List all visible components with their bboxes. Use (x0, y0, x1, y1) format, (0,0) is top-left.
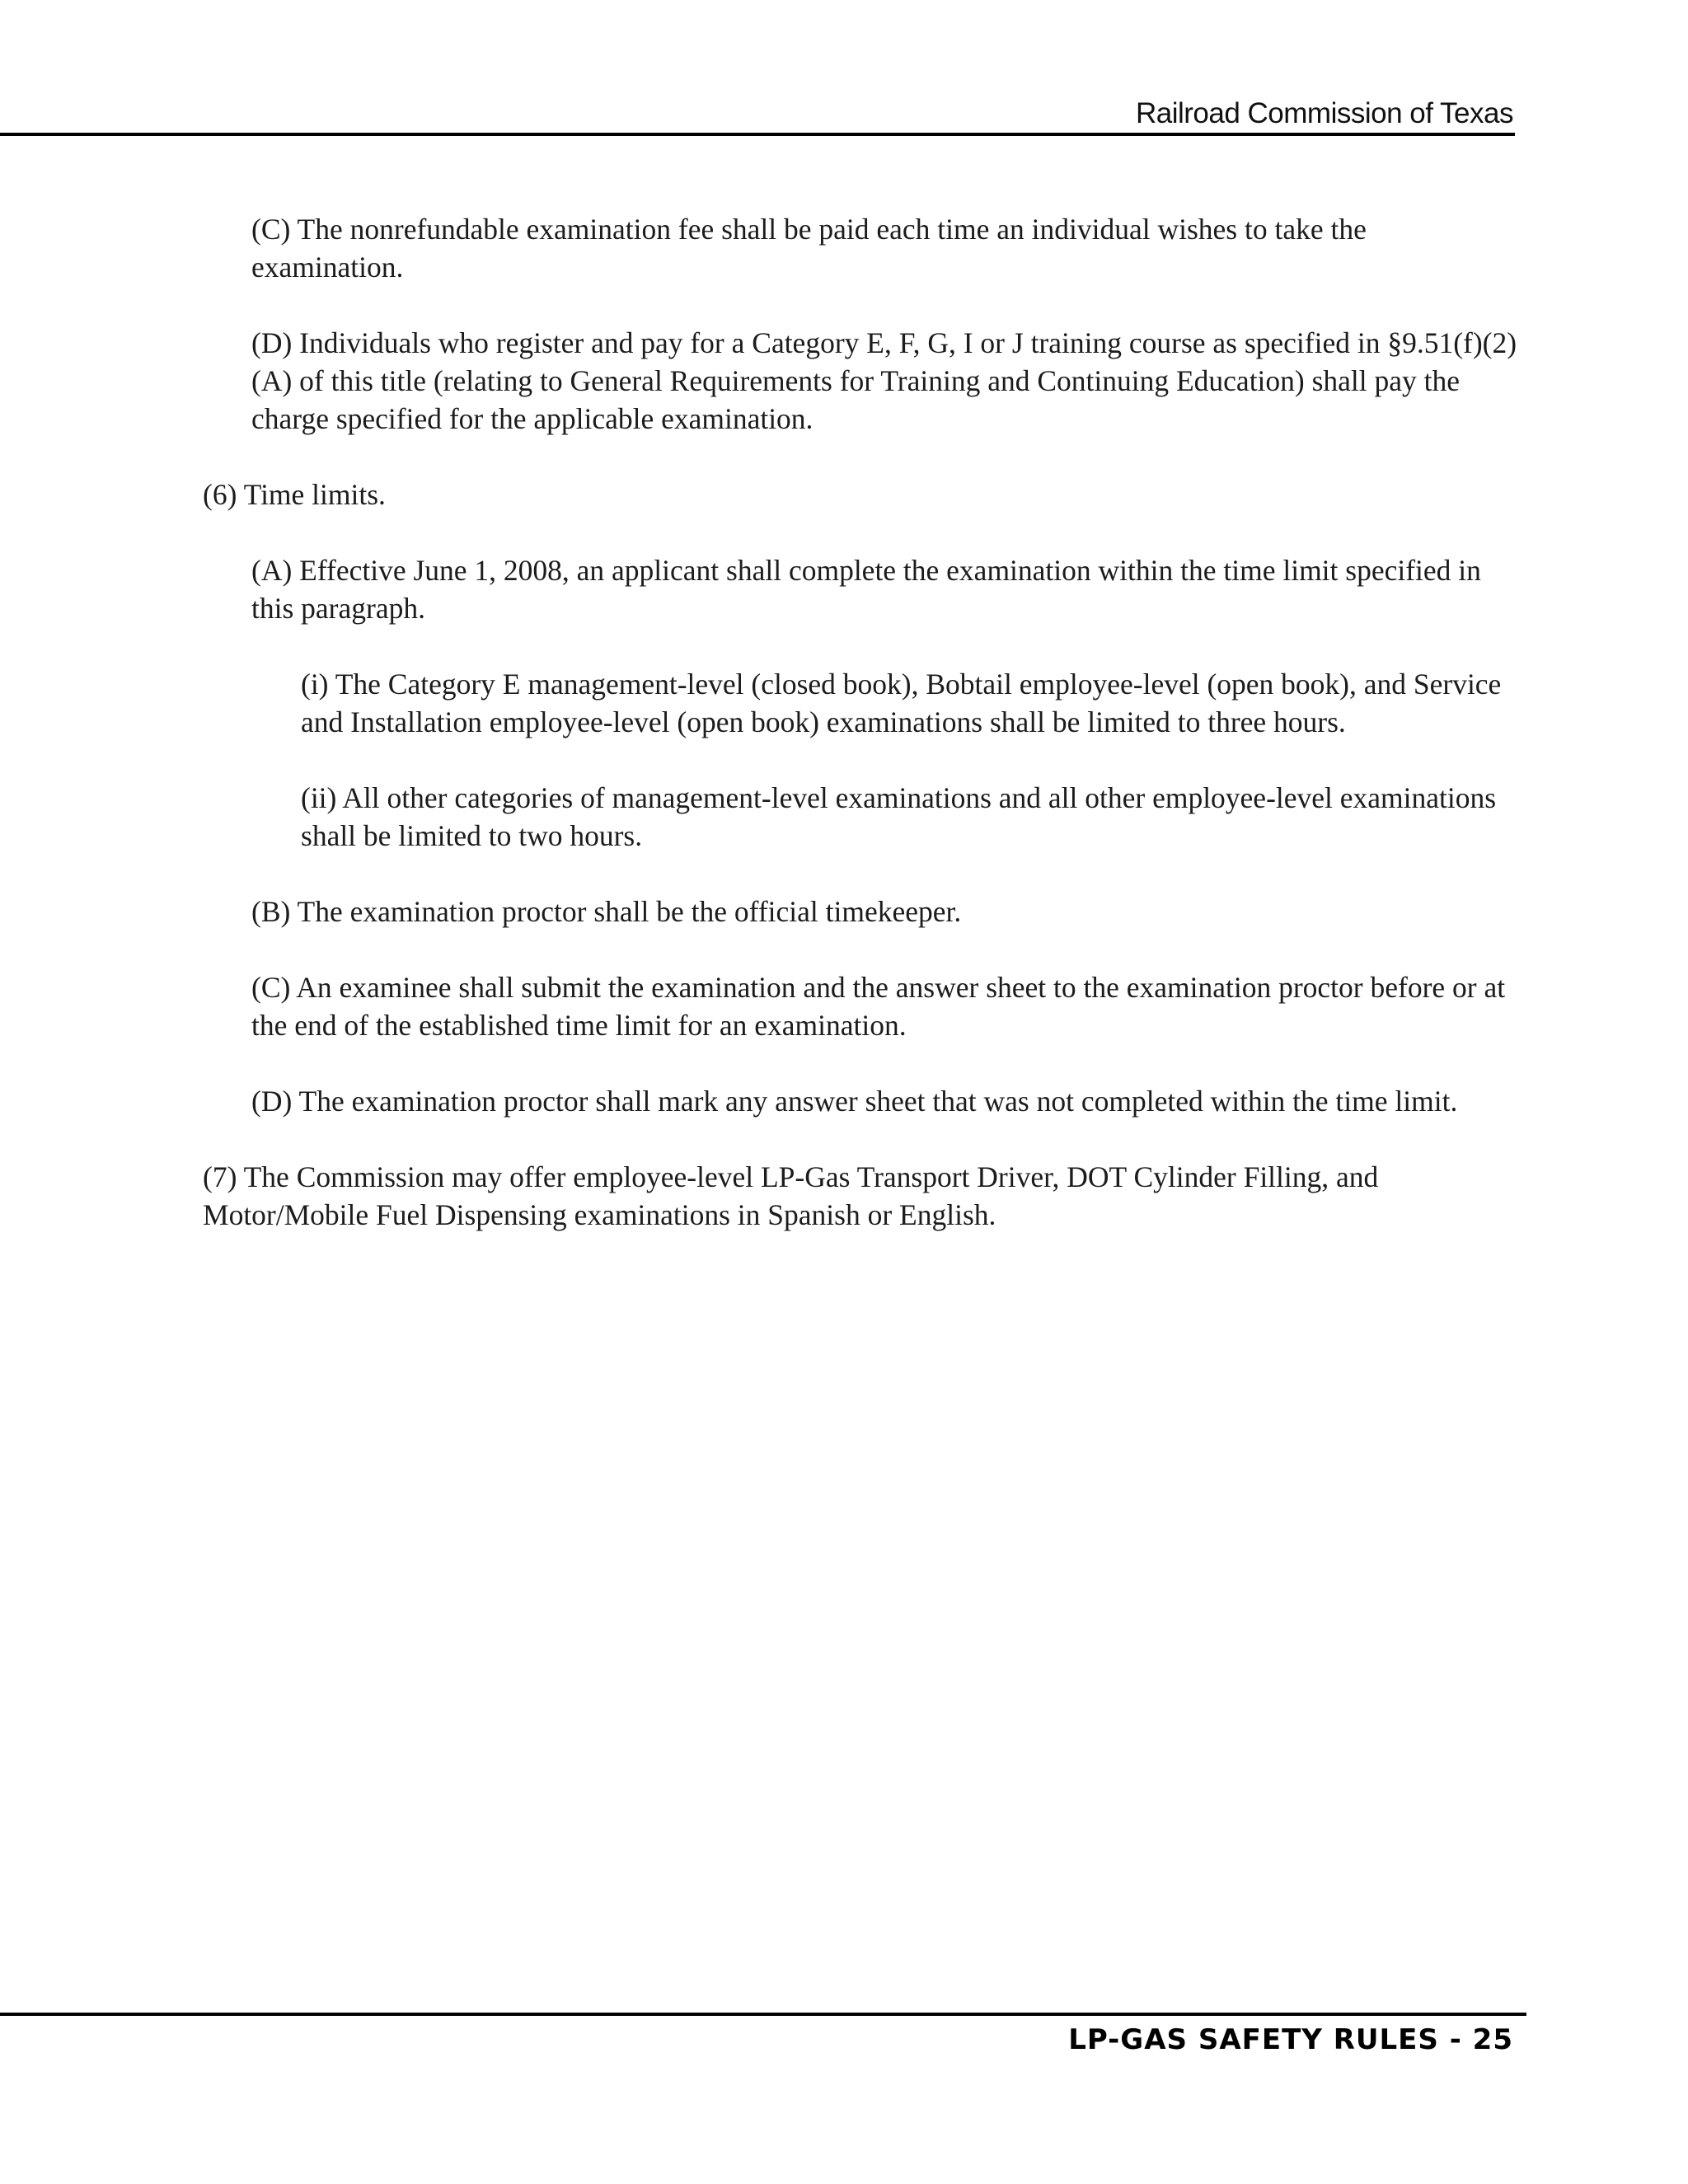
paragraph-6a-effective-date: (A) Effective June 1, 2008, an applicant shall complete the examination within the time limit specified in this paragraph. (251, 554, 1481, 625)
paragraph-5c-fee: (C) The nonrefundable examination fee shall be paid each time an individual wishes to take the examination. (251, 213, 1367, 284)
paragraph-6d-mark-sheet: (D) The examination proctor shall mark any answer sheet that was not completed within the time limit. (251, 1085, 1458, 1118)
paragraph-7-language: (7) The Commission may offer employee-level LP-Gas Transport Driver, DOT Cylinder Filling, and Motor/Mobile Fuel Dispensing examinations in Spanish or English. (203, 1160, 1379, 1231)
document-body (203, 210, 1522, 1272)
paragraph-5d-training-course: (D) Individuals who register and pay for a Category E, F, G, I or J training course as specified in §9.51(f)(2)(A) of this title (relating to General Requirements for Training and Continuing Education) shall pay the charge specified for the applicable examination. (251, 326, 1517, 435)
running-footer: LP-GAS SAFETY RULES - 25 (1068, 2023, 1513, 2056)
footer-rule (0, 2013, 1526, 2016)
paragraph-6-time-limits: (6) Time limits. (203, 478, 386, 511)
paragraph-6a-ii-two-hours: (ii) All other categories of management-level examinations and all other employee-level examinations shall be limited to two hours. (301, 781, 1497, 852)
paragraph-6a-i-three-hours: (i) The Category E management-level (closed book), Bobtail employee-level (open book), and Service and Installation employee-level (open book) examinations shall be limited to three hours. (301, 668, 1502, 738)
running-header: Railroad Commission of Texas (1135, 97, 1513, 129)
header-rule (0, 133, 1515, 136)
paragraph-6b-timekeeper: (B) The examination proctor shall be the official timekeeper. (251, 895, 962, 928)
paragraph-6c-submit: (C) An examinee shall submit the examination and the answer sheet to the examination proctor before or at the end of the established time limit for an examination. (251, 971, 1506, 1042)
